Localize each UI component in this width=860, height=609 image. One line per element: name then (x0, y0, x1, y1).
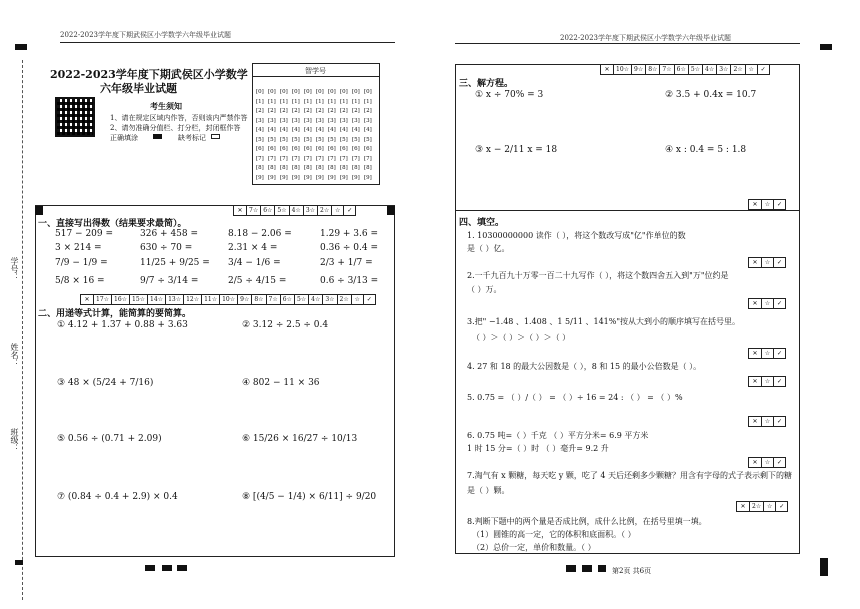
score-cell[interactable]: ☆ (763, 502, 775, 511)
score-bar-q1[interactable] (748, 257, 786, 268)
id-digit-bubble[interactable]: [3] (340, 117, 348, 124)
score-bar-q6[interactable] (748, 457, 786, 468)
footer-mark (598, 565, 606, 572)
id-digit-column[interactable] (304, 88, 312, 183)
score-cell[interactable]: 3☆ (303, 206, 317, 215)
score-cell[interactable]: 2☆ (749, 502, 763, 511)
id-digit-bubble[interactable]: [8] (292, 165, 300, 171)
id-digit-bubble[interactable]: [7] (328, 155, 336, 162)
score-bar-q4[interactable] (748, 376, 786, 387)
id-digit-bubble[interactable]: [7] (316, 155, 324, 162)
id-digit-bubble[interactable]: [0] (364, 89, 372, 95)
id-digit-bubble[interactable]: [6] (316, 146, 324, 152)
id-digit-bubble[interactable]: [2] (292, 108, 300, 114)
id-digit-bubble[interactable]: [5] (256, 136, 264, 143)
id-digit-bubble[interactable]: [3] (328, 117, 336, 124)
id-digit-bubble[interactable]: [5] (316, 136, 324, 143)
id-digit-bubble[interactable]: [8] (268, 165, 276, 171)
id-digit-bubble[interactable]: [8] (340, 165, 348, 171)
s2-problem: ① 4.12 + 1.37 + 0.88 + 3.63 (57, 320, 188, 330)
corner-mark (820, 558, 828, 576)
q7-line-b: 是（ ）颗。 (467, 486, 510, 495)
sample-absent-label: 缺考标记 (178, 134, 206, 142)
id-digit-bubble[interactable]: [3] (364, 117, 372, 124)
id-digit-bubble[interactable]: [1] (256, 98, 264, 105)
s2-problem: ⑤ 0.56 ÷ (0.71 + 2.09) (57, 434, 162, 444)
id-digit-bubble[interactable]: [6] (328, 146, 336, 152)
id-digit-bubble[interactable]: [7] (280, 155, 288, 162)
score-bar-small[interactable] (748, 199, 786, 210)
score-cell[interactable]: 7☆ (246, 206, 260, 215)
score-cell[interactable]: ✕ (752, 459, 758, 466)
s3-item-1: ① x ÷ 70% = 3 (475, 90, 544, 100)
id-digit-bubble[interactable]: [2] (256, 108, 264, 114)
s1-problem: 0.6 ÷ 3/13 = (320, 276, 379, 286)
side-label-xingming: 姓名： (10, 343, 19, 367)
score-cell[interactable]: ✓ (773, 258, 785, 267)
score-bar-q7[interactable] (736, 501, 788, 512)
id-digit-bubble[interactable]: [9] (280, 174, 288, 181)
id-digit-bubble[interactable]: [0] (340, 89, 348, 95)
id-digit-column[interactable] (364, 88, 372, 183)
id-digit-bubble[interactable]: [3] (256, 117, 264, 124)
s3-item-3: ③ x − 2/11 x = 18 (475, 145, 558, 155)
id-digit-bubble[interactable]: [1] (280, 98, 288, 105)
corner-mark (15, 44, 27, 50)
id-digit-bubble[interactable]: [6] (352, 146, 360, 152)
sample-correct-label: 正确填涂 (110, 134, 138, 142)
id-digit-bubble[interactable]: [7] (340, 155, 348, 162)
s2-problem: ⑧ [(4/5 − 1/4) × 6/11] ÷ 9/20 (242, 492, 377, 502)
id-digit-bubble[interactable]: [4] (292, 127, 300, 133)
id-digit-bubble[interactable]: [5] (328, 136, 336, 143)
s3-item-4: ④ x : 0.4 = 5 : 1.8 (665, 145, 747, 155)
id-digit-bubble[interactable]: [6] (340, 146, 348, 152)
score-cell[interactable]: 4☆ (702, 65, 716, 74)
footer-mark (177, 565, 187, 571)
id-digit-bubble[interactable]: [5] (304, 136, 312, 143)
id-digit-bubble[interactable]: [4] (268, 127, 276, 133)
score-cell[interactable]: ✓ (773, 417, 785, 426)
id-digit-bubble[interactable]: [2] (364, 108, 372, 114)
right-header-rule (455, 43, 800, 44)
id-digit-bubble[interactable]: [8] (316, 165, 324, 171)
id-digit-bubble[interactable]: [5] (280, 136, 288, 143)
id-digit-bubble[interactable]: [5] (352, 136, 360, 143)
q6-line-b: 1 时 15 分=（ ）时 （ ）毫升= 9.2 升 (467, 444, 609, 453)
section1-title: 一、直接写出得数（结果要求最简）。 (38, 219, 187, 229)
score-cell[interactable]: 5☆ (274, 206, 288, 215)
q8-line-c: （2）总价一定，单价和数量。（ ） (472, 543, 596, 552)
id-digit-bubble[interactable]: [1] (304, 98, 312, 105)
id-title-rule (253, 76, 379, 77)
id-digit-bubble[interactable]: [2] (340, 108, 348, 114)
id-digit-bubble[interactable]: [3] (268, 117, 276, 124)
score-cell[interactable]: 6☆ (260, 206, 274, 215)
id-digit-bubble[interactable]: [1] (364, 98, 372, 105)
id-digit-column[interactable] (292, 88, 300, 183)
id-digit-bubble[interactable]: [1] (328, 98, 336, 105)
id-digit-bubble[interactable]: [1] (340, 98, 348, 105)
score-cell[interactable]: ☆ (351, 295, 363, 304)
q2-line-a: 2.一千九百九十万零一百二十九写作（ ），将这个数四舍五入到"万"位约是 (467, 271, 729, 280)
id-digit-bubble[interactable]: [2] (268, 108, 276, 114)
id-digit-bubble[interactable]: [5] (364, 136, 372, 143)
score-cell[interactable]: 7☆ (266, 295, 280, 304)
score-bar-q2[interactable] (748, 298, 786, 309)
id-digit-bubble[interactable]: [6] (268, 146, 276, 152)
s2-problem: ② 3.12 ÷ 2.5 ÷ 0.4 (242, 320, 329, 330)
q4-line: 4. 27 和 18 的最大公因数是（ ），8 和 15 的最小公倍数是（ ）。 (467, 362, 702, 371)
s1-problem: 2.31 × 4 = (228, 243, 278, 253)
q1-line-a: 1. 10300000000 读作（ ），将这个数改写成"亿"作单位的数 (467, 231, 686, 240)
score-cell[interactable]: 5☆ (294, 295, 308, 304)
score-cell[interactable]: ✓ (773, 458, 785, 467)
score-cell[interactable]: 5☆ (688, 65, 702, 74)
exam-title-line1: 2022-2023学年度下期武侯区小学数学 (50, 68, 248, 81)
id-digit-bubble[interactable]: [2] (352, 108, 360, 114)
id-digit-column[interactable] (256, 88, 264, 183)
score-cell[interactable]: 4☆ (289, 206, 303, 215)
score-cell[interactable]: ✕ (752, 350, 758, 357)
score-cell[interactable]: ☆ (761, 417, 773, 426)
s2-problem: ⑦ (0.84 ÷ 0.4 + 2.9) × 0.4 (57, 492, 178, 502)
s1-problem: 326 + 458 = (140, 229, 199, 239)
id-digit-bubble[interactable]: [3] (280, 117, 288, 124)
score-cell[interactable]: ☆ (761, 458, 773, 467)
footer-mark (145, 565, 155, 571)
score-cell[interactable]: ☆ (331, 206, 343, 215)
score-bar-section3[interactable] (600, 64, 770, 75)
id-digit-bubble[interactable]: [7] (304, 155, 312, 162)
score-bar-q3[interactable] (748, 348, 786, 359)
score-cell[interactable]: 10☆ (219, 295, 237, 304)
qr-code-icon (55, 97, 95, 137)
id-digit-bubble[interactable]: [9] (352, 174, 360, 181)
score-cell[interactable]: ✕ (740, 503, 746, 510)
student-id-box (252, 63, 380, 185)
score-cell[interactable]: ✕ (237, 207, 243, 214)
score-cell[interactable]: 15☆ (129, 295, 147, 304)
id-digit-bubble[interactable]: [9] (316, 174, 324, 181)
id-digit-bubble[interactable]: [1] (292, 98, 300, 105)
id-digit-bubble[interactable]: [5] (268, 136, 276, 143)
id-digit-column[interactable] (352, 88, 360, 183)
id-digit-bubble[interactable]: [8] (304, 165, 312, 171)
score-cell[interactable]: 6☆ (280, 295, 294, 304)
score-bar-q5[interactable] (748, 416, 786, 427)
q3-line-a: 3.把" −1.48 、1.408 、1 5/11 、141%"按从大到小的顺序填写在括号里。 (467, 317, 741, 326)
score-cell[interactable]: ✕ (752, 259, 758, 266)
id-digit-bubble[interactable]: [5] (340, 136, 348, 143)
absent-mark-box[interactable] (211, 134, 220, 139)
id-digit-bubble[interactable]: [3] (352, 117, 360, 124)
score-cell[interactable]: 12☆ (183, 295, 201, 304)
q1-line-b: 是（ ）亿。 (467, 244, 510, 253)
score-cell[interactable]: ✓ (773, 200, 785, 209)
score-cell[interactable]: ✓ (775, 502, 787, 511)
side-label-xuehao: 学号： (10, 257, 19, 281)
score-cell[interactable]: 6☆ (674, 65, 688, 74)
s2-problem: ④ 802 − 11 × 36 (242, 378, 320, 388)
id-digit-bubble[interactable]: [1] (352, 98, 360, 105)
score-cell[interactable]: 7☆ (659, 65, 673, 74)
score-cell[interactable]: ✕ (752, 378, 758, 385)
score-bar-section2[interactable] (80, 294, 376, 305)
score-cell[interactable]: ✓ (343, 206, 355, 215)
id-digit-bubble[interactable]: [0] (352, 89, 360, 95)
id-digit-bubble[interactable]: [6] (292, 146, 300, 152)
q8-line-a: 8.判断下题中的两个量是否成比例，成什么比例，在括号里填一填。 (467, 517, 707, 526)
id-digit-bubble[interactable]: [9] (256, 174, 264, 181)
id-digit-bubble[interactable]: [7] (352, 155, 360, 162)
q7-line-a: 7.淘气有 x 颗糖，每天吃 y 颗，吃了 4 天后还剩多少颗糖？用含有字母的式子表示剩下的糖 (467, 471, 793, 480)
score-cell[interactable]: ✓ (757, 65, 769, 74)
id-digit-bubble[interactable]: [8] (280, 165, 288, 171)
s1-problem: 1.29 + 3.6 = (320, 229, 379, 239)
s1-problem: 3 × 214 = (55, 243, 102, 253)
binding-line (22, 60, 24, 600)
s1-problem: 2/5 ÷ 4/15 = (228, 276, 287, 286)
id-digit-bubble[interactable]: [9] (364, 174, 372, 181)
section2-title: 二、用递等式计算，能简算的要简算。 (38, 309, 192, 319)
s1-problem: 630 ÷ 70 = (140, 243, 193, 253)
id-digit-bubble[interactable]: [6] (256, 146, 264, 152)
id-digit-bubble[interactable]: [0] (280, 89, 288, 95)
left-header-rule (60, 42, 395, 43)
score-cell[interactable]: 2☆ (337, 295, 351, 304)
id-digit-bubble[interactable]: [7] (292, 155, 300, 162)
side-label-banji: 班级： (10, 428, 19, 452)
student-id-bubble-grid[interactable] (256, 88, 378, 183)
frame-anchor-mark (35, 206, 43, 215)
s1-problem: 0.36 ÷ 0.4 = (320, 243, 379, 253)
id-digit-bubble[interactable]: [4] (256, 127, 264, 133)
id-digit-bubble[interactable]: [4] (364, 127, 372, 133)
id-digit-column[interactable] (340, 88, 348, 183)
frame-anchor-mark (387, 206, 395, 215)
s1-problem: 9/7 ÷ 3/14 = (140, 276, 199, 286)
id-digit-bubble[interactable]: [9] (268, 174, 276, 181)
id-digit-column[interactable] (316, 88, 324, 183)
id-digit-bubble[interactable]: [6] (304, 146, 312, 152)
student-id-title: 智学号 (305, 67, 326, 75)
id-digit-bubble[interactable]: [4] (340, 127, 348, 133)
notice-title: 考生须知 (150, 101, 182, 111)
id-digit-bubble[interactable]: [3] (316, 117, 324, 124)
score-cell[interactable]: ✕ (752, 418, 758, 425)
id-digit-bubble[interactable]: [8] (328, 165, 336, 171)
id-digit-bubble[interactable]: [1] (268, 98, 276, 105)
score-cell[interactable]: ☆ (761, 258, 773, 267)
id-digit-column[interactable] (280, 88, 288, 183)
id-digit-bubble[interactable]: [8] (256, 165, 264, 171)
id-digit-bubble[interactable]: [0] (304, 89, 312, 95)
id-digit-bubble[interactable]: [4] (304, 127, 312, 133)
sample-filled-box (153, 134, 162, 139)
id-digit-bubble[interactable]: [7] (364, 155, 372, 162)
id-digit-bubble[interactable]: [2] (328, 108, 336, 114)
score-cell[interactable]: ☆ (745, 65, 757, 74)
score-cell[interactable]: ✓ (773, 299, 785, 308)
id-digit-bubble[interactable]: [6] (364, 146, 372, 152)
s2-problem: ⑥ 15/26 × 16/27 ÷ 10/13 (242, 434, 358, 444)
id-digit-bubble[interactable]: [8] (352, 165, 360, 171)
q3-line-b: （ ）＞（ ）＞（ ）＞（ ） (472, 333, 571, 342)
id-digit-bubble[interactable]: [5] (292, 136, 300, 143)
id-digit-bubble[interactable]: [4] (316, 127, 324, 133)
score-cell[interactable]: 2☆ (317, 206, 331, 215)
corner-mark (15, 560, 23, 565)
s1-problem: 517 − 209 = (55, 229, 114, 239)
score-cell[interactable]: 14☆ (147, 295, 165, 304)
id-digit-bubble[interactable]: [1] (316, 98, 324, 105)
score-cell[interactable]: ✕ (604, 66, 610, 73)
id-digit-bubble[interactable]: [0] (256, 89, 264, 95)
s1-problem: 5/8 × 16 = (55, 276, 105, 286)
q8-line-b: （1）圆锥的高一定，它的体积和底面积。（ ） (472, 530, 636, 539)
section4-title: 四、填空。 (459, 218, 505, 228)
id-digit-bubble[interactable]: [0] (292, 89, 300, 95)
notice-line-1: 1、请在规定区域内作答，否则该内严禁作答 (110, 114, 248, 122)
id-digit-bubble[interactable]: [3] (304, 117, 312, 124)
id-digit-bubble[interactable]: [9] (328, 174, 336, 181)
score-cell[interactable]: 11☆ (201, 295, 219, 304)
q2-line-b: （ ）万。 (467, 285, 502, 294)
id-digit-column[interactable] (268, 88, 276, 183)
id-digit-bubble[interactable]: [6] (280, 146, 288, 152)
left-header-title: 2022-2023学年度下期武侯区小学数学六年级毕业试题 (60, 31, 231, 39)
id-digit-bubble[interactable]: [2] (316, 108, 324, 114)
exam-title-line2: 六年级毕业试题 (100, 82, 177, 95)
s2-problem: ③ 48 × (5/24 + 7/16) (57, 378, 154, 388)
section3-title: 三、解方程。 (459, 79, 514, 89)
score-bar-section1[interactable] (233, 205, 356, 216)
score-cell[interactable]: ✓ (363, 295, 375, 304)
footer-mark (566, 565, 576, 572)
id-digit-bubble[interactable]: [2] (280, 108, 288, 114)
id-digit-bubble[interactable]: [8] (364, 165, 372, 171)
score-cell[interactable]: 13☆ (165, 295, 183, 304)
id-digit-bubble[interactable]: [3] (292, 117, 300, 124)
score-cell[interactable]: ✕ (752, 300, 758, 307)
corner-mark (820, 44, 832, 50)
id-digit-bubble[interactable]: [7] (256, 155, 264, 162)
score-cell[interactable]: ✓ (773, 349, 785, 358)
score-cell[interactable]: ✕ (752, 201, 758, 208)
score-cell[interactable]: 3☆ (716, 65, 730, 74)
score-cell[interactable]: ✓ (773, 377, 785, 386)
score-cell[interactable]: 2☆ (730, 65, 744, 74)
footer-mark (162, 565, 172, 571)
id-digit-bubble[interactable]: [0] (316, 89, 324, 95)
score-cell[interactable]: 4☆ (308, 295, 322, 304)
s1-problem: 2/3 + 1/7 = (320, 258, 373, 268)
id-digit-bubble[interactable]: [2] (304, 108, 312, 114)
s1-problem: 3/4 − 1/6 = (228, 258, 281, 268)
score-cell[interactable]: 3☆ (322, 295, 336, 304)
id-digit-bubble[interactable]: [4] (280, 127, 288, 133)
score-cell[interactable]: 10☆ (613, 65, 631, 74)
section-divider (455, 210, 800, 211)
s1-problem: 7/9 − 1/9 = (55, 258, 108, 268)
id-digit-bubble[interactable]: [4] (328, 127, 336, 133)
score-cell[interactable]: ☆ (761, 377, 773, 386)
score-cell[interactable]: ☆ (761, 299, 773, 308)
s3-item-2: ② 3.5 + 0.4x = 10.7 (665, 90, 757, 100)
id-digit-column[interactable] (328, 88, 336, 183)
id-digit-bubble[interactable]: [0] (268, 89, 276, 95)
id-digit-bubble[interactable]: [7] (268, 155, 276, 162)
id-digit-bubble[interactable]: [9] (304, 174, 312, 181)
footer-mark (582, 565, 592, 572)
score-cell[interactable]: 9☆ (237, 295, 251, 304)
score-cell[interactable]: 8☆ (645, 65, 659, 74)
right-header-title: 2022-2023学年度下期武侯区小学数学六年级毕业试题 (560, 34, 731, 42)
notice-line-2: 2、请勿准确分值栏、打分栏，封闭框作答 (110, 124, 241, 132)
s1-problem: 8.18 − 2.06 = (228, 229, 292, 239)
q6-line-a: 6. 0.75 吨=（ ）千克 （ ）平方分米= 6.9 平方米 (467, 431, 649, 440)
score-cell[interactable]: ☆ (761, 349, 773, 358)
score-cell[interactable]: 9☆ (631, 65, 645, 74)
id-digit-bubble[interactable]: [9] (340, 174, 348, 181)
score-cell[interactable]: ☆ (761, 200, 773, 209)
id-digit-bubble[interactable]: [4] (352, 127, 360, 133)
id-digit-bubble[interactable]: [0] (328, 89, 336, 95)
score-cell[interactable]: 17☆ (93, 295, 111, 304)
score-cell[interactable]: ✕ (84, 296, 90, 303)
score-cell[interactable]: 16☆ (111, 295, 129, 304)
score-cell[interactable]: 8☆ (251, 295, 265, 304)
q5-line: 5. 0.75 = （ ）/（ ） = （ ）÷ 16 = 24 : （ ） = （ ）% (467, 393, 683, 402)
page-number: 第2页 共6页 (612, 567, 652, 575)
s1-problem: 11/25 + 9/25 = (140, 258, 210, 268)
id-digit-bubble[interactable]: [9] (292, 174, 300, 181)
